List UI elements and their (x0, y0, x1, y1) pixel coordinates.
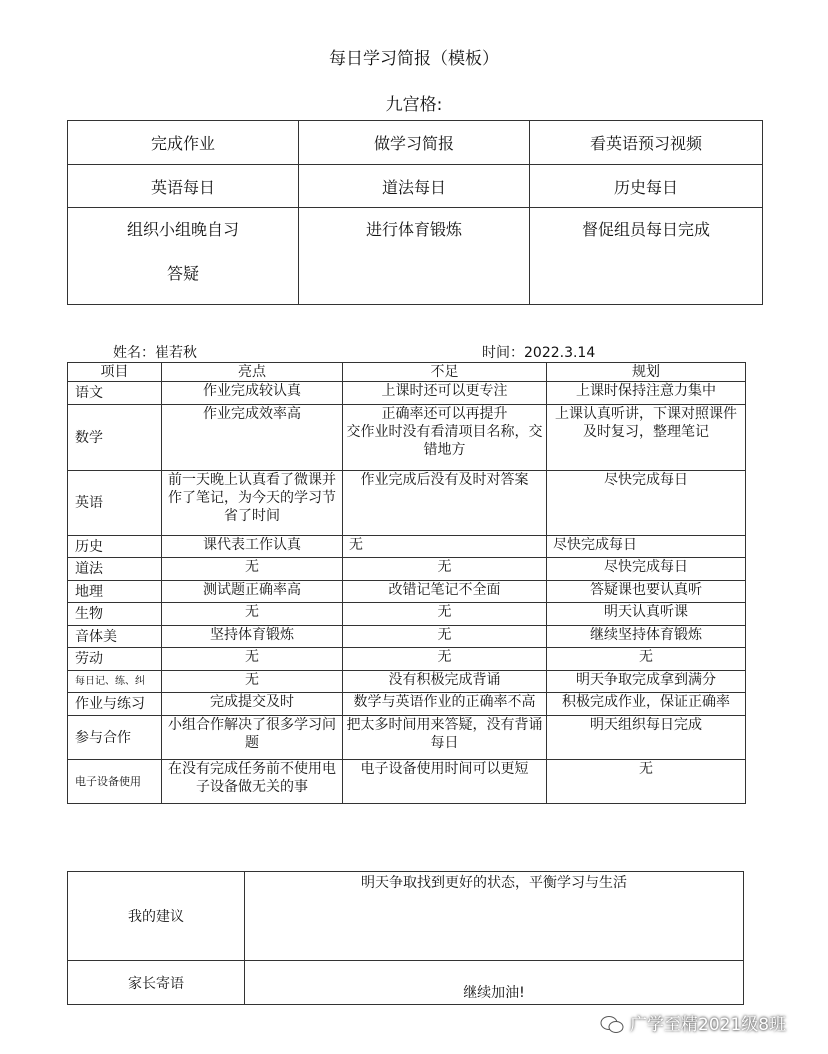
highlight-cell: 在没有完成任务前不使用电子设备做无关的事 (162, 760, 343, 804)
daily-row (68, 382, 746, 405)
plan-cell: 上课时保持注意力集中 (547, 382, 746, 405)
watermark-text: 广学至精2021级8班 (630, 1015, 787, 1035)
shortfall-cell: 数学与英语作业的正确率不高 (343, 693, 547, 716)
nine-grid-title: 九宫格: (385, 95, 443, 115)
plan-cell: 尽快完成每日 (547, 536, 746, 558)
daily-report-table (67, 362, 746, 804)
shortfall-cell: 无 (343, 558, 547, 581)
column-header: 规划 (547, 363, 746, 382)
subject-cell: 参与合作 (68, 716, 162, 760)
shortfall-cell: 无 (343, 603, 547, 626)
daily-row (68, 671, 746, 693)
column-header: 项目 (68, 363, 162, 382)
subject-cell: 地理 (68, 581, 162, 603)
grid-cell: 督促组员每日完成 (530, 208, 763, 305)
subject-cell: 语文 (68, 382, 162, 405)
plan-cell: 无 (547, 648, 746, 671)
subject-cell: 每日记、练、纠 (68, 671, 162, 693)
plan-cell: 答疑课也要认真听 (547, 581, 746, 603)
plan-cell: 继续坚持体育锻炼 (547, 626, 746, 648)
daily-row (68, 536, 746, 558)
shortfall-cell: 电子设备使用时间可以更短 (343, 760, 547, 804)
daily-row (68, 716, 746, 760)
highlight-cell: 无 (162, 558, 343, 581)
highlight-cell: 作业完成效率高 (162, 405, 343, 471)
document-title: 每日学习简报（模板） (329, 49, 499, 69)
daily-row (68, 581, 746, 603)
plan-cell: 积极完成作业，保证正确率 (547, 693, 746, 716)
plan-cell: 无 (547, 760, 746, 804)
highlight-cell: 小组合作解决了很多学习问题 (162, 716, 343, 760)
highlight-cell: 坚持体育锻炼 (162, 626, 343, 648)
plan-cell: 尽快完成每日 (547, 558, 746, 581)
shortfall-cell: 没有积极完成背诵 (343, 671, 547, 693)
highlight-cell: 无 (162, 648, 343, 671)
highlight-cell: 无 (162, 671, 343, 693)
daily-row (68, 648, 746, 671)
plan-cell: 明天争取完成拿到满分 (547, 671, 746, 693)
subject-cell: 英语 (68, 471, 162, 536)
shortfall-cell: 正确率还可以再提升 交作业时没有看清项目名称，交错地方 (343, 405, 547, 471)
shortfall-cell: 无 (343, 536, 547, 558)
daily-row (68, 693, 746, 716)
grid-cell: 历史每日 (530, 165, 763, 208)
shortfall-cell: 改错记笔记不全面 (343, 581, 547, 603)
shortfall-cell: 无 (343, 626, 547, 648)
nine-grid-table (67, 120, 763, 305)
daily-row (68, 558, 746, 581)
subject-cell: 作业与练习 (68, 693, 162, 716)
highlight-cell: 完成提交及时 (162, 693, 343, 716)
grid-cell: 组织小组晚自习 答疑 (68, 208, 299, 305)
daily-row (68, 626, 746, 648)
grid-cell: 完成作业 (68, 121, 299, 165)
plan-cell: 明天组织每日完成 (547, 716, 746, 760)
student-name: 姓名：崔若秋 (113, 345, 197, 361)
daily-row (68, 760, 746, 804)
highlight-cell: 测试题正确率高 (162, 581, 343, 603)
subject-cell: 生物 (68, 603, 162, 626)
plan-cell: 尽快完成每日 (547, 471, 746, 536)
suggestion-label: 我的建议 (68, 872, 245, 961)
suggestion-row (68, 872, 744, 961)
grid-cell: 进行体育锻炼 (299, 208, 530, 305)
shortfall-cell: 把太多时间用来答疑，没有背诵每日 (343, 716, 547, 760)
highlight-cell: 作业完成较认真 (162, 382, 343, 405)
subject-cell: 道法 (68, 558, 162, 581)
feedback-table (67, 871, 744, 1005)
subject-cell: 数学 (68, 405, 162, 471)
column-header: 不足 (343, 363, 547, 382)
shortfall-cell: 无 (343, 648, 547, 671)
column-header: 亮点 (162, 363, 343, 382)
daily-header-row (68, 363, 746, 382)
parent-message-label: 家长寄语 (68, 961, 245, 1005)
grid-cell: 英语每日 (68, 165, 299, 208)
subject-cell: 历史 (68, 536, 162, 558)
daily-row (68, 471, 746, 536)
daily-row (68, 603, 746, 626)
grid-cell: 道法每日 (299, 165, 530, 208)
highlight-cell: 前一天晚上认真看了微课并作了笔记，为今天的学习节省了时间 (162, 471, 343, 536)
nine-grid-row (68, 208, 763, 305)
grid-cell: 做学习简报 (299, 121, 530, 165)
grid-cell: 看英语预习视频 (530, 121, 763, 165)
shortfall-cell: 作业完成后没有及时对答案 (343, 471, 547, 536)
subject-cell: 劳动 (68, 648, 162, 671)
shortfall-cell: 上课时还可以更专注 (343, 382, 547, 405)
account-watermark (600, 1010, 786, 1035)
subject-cell: 电子设备使用 (68, 760, 162, 804)
daily-row (68, 405, 746, 471)
subject-cell: 音体美 (68, 626, 162, 648)
highlight-cell: 无 (162, 603, 343, 626)
nine-grid-row (68, 121, 763, 165)
plan-cell: 明天认真听课 (547, 603, 746, 626)
suggestion-text: 明天争取找到更好的状态，平衡学习与生活 (245, 872, 744, 961)
parent-message-text: 继续加油! (245, 961, 744, 1005)
parent-message-row (68, 961, 744, 1005)
nine-grid-row (68, 165, 763, 208)
plan-cell: 上课认真听讲，下课对照课件及时复习，整理笔记 (547, 405, 746, 471)
wechat-icon (600, 1015, 624, 1035)
report-date: 时间：2022.3.14 (482, 345, 596, 361)
highlight-cell: 课代表工作认真 (162, 536, 343, 558)
